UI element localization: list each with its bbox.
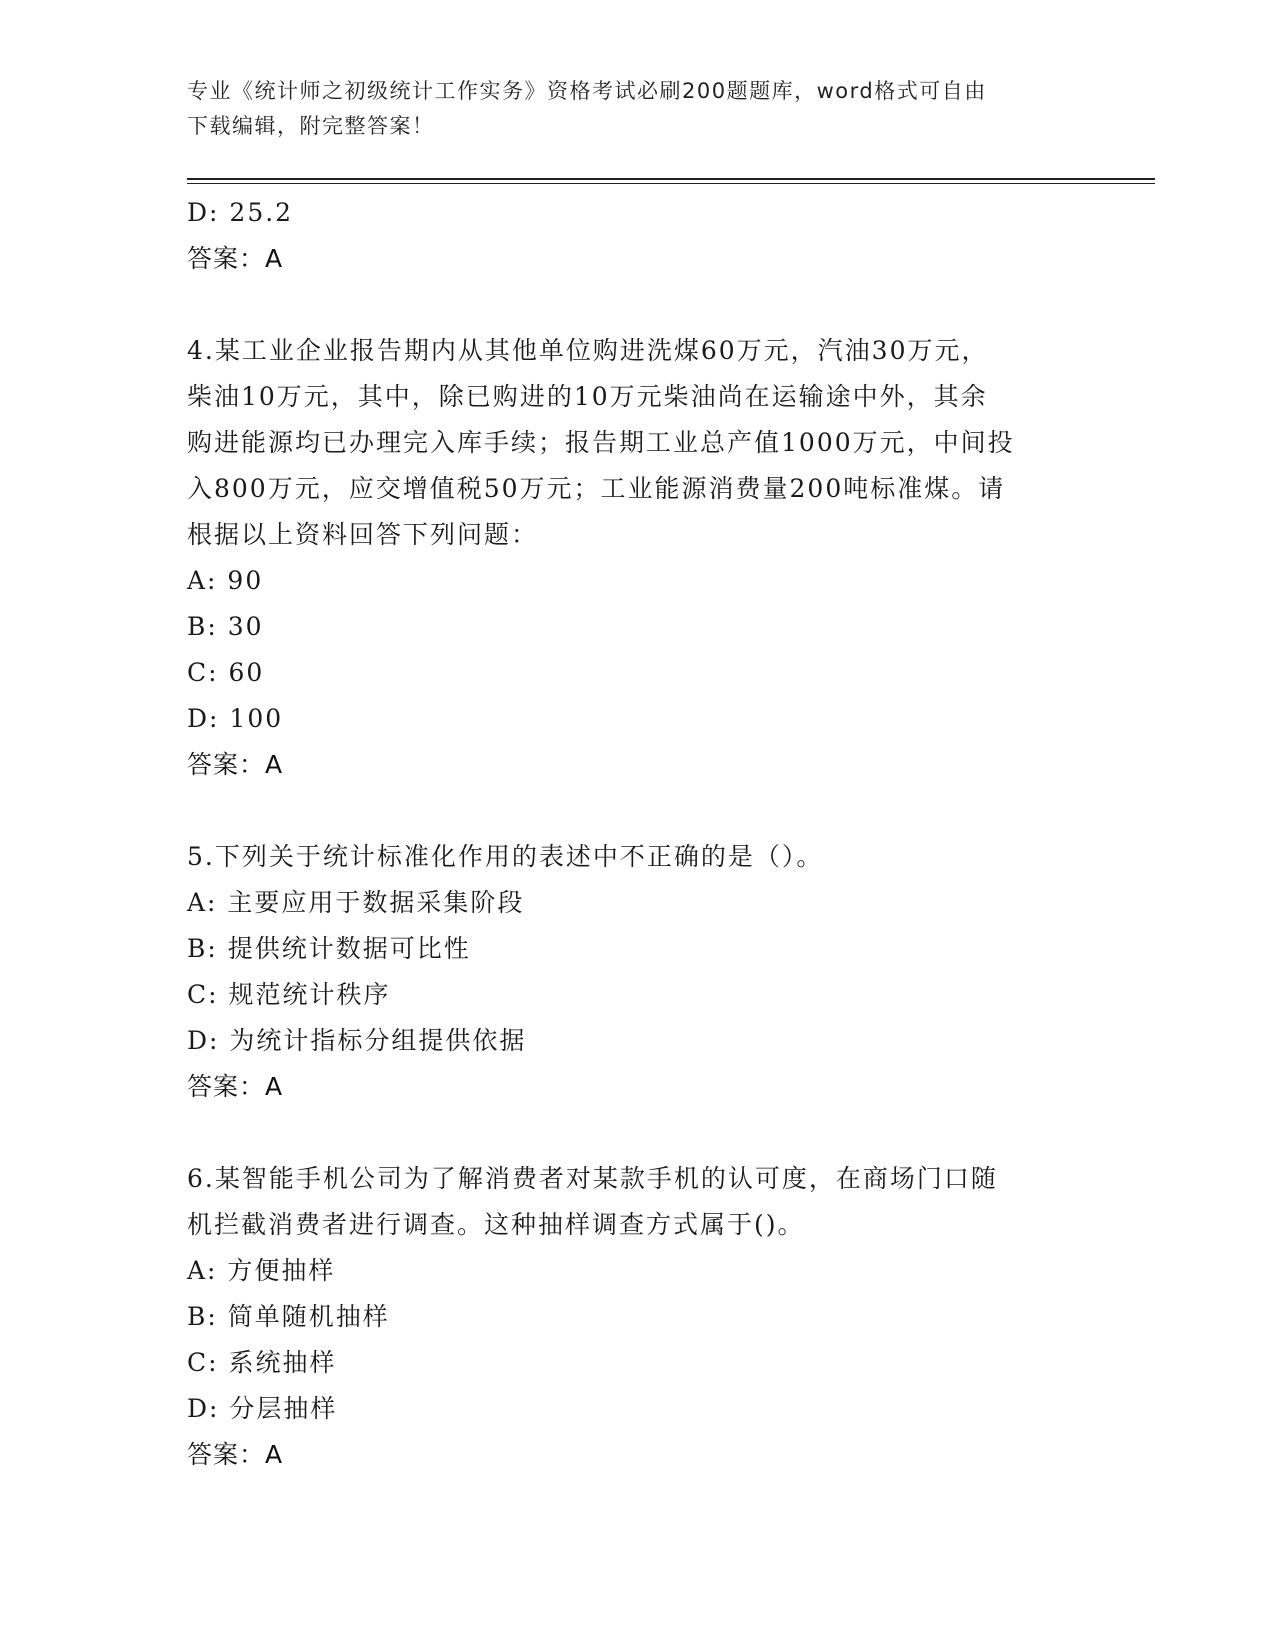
option-c: C: 规范统计秩序 xyxy=(187,980,391,1009)
option-d: D: 为统计指标分组提供依据 xyxy=(187,1026,527,1055)
question-5-stem xyxy=(187,834,1077,880)
option-d: D: 100 xyxy=(187,704,284,733)
question-line: 入800万元，应交增值税50万元；工业能源消费量200吨标准煤。请 xyxy=(187,474,1006,503)
page-header xyxy=(187,74,1087,144)
question-line: 4.某工业企业报告期内从其他单位购进洗煤60万元，汽油30万元， xyxy=(187,336,989,365)
question-line: 根据以上资料回答下列问题： xyxy=(187,520,539,549)
question-6-stem xyxy=(187,1156,1077,1248)
option-b: B: 简单随机抽样 xyxy=(187,1302,390,1331)
header-rule-thick xyxy=(187,178,1155,180)
question-line: 购进能源均已办理完入库手续；报告期工业总产值1000万元，中间投 xyxy=(187,428,1015,457)
answer: 答案：A xyxy=(187,1072,284,1101)
question-line: 6.某智能手机公司为了解消费者对某款手机的认可度，在商场门口随 xyxy=(187,1164,998,1193)
option-b: B: 提供统计数据可比性 xyxy=(187,934,471,963)
question-content xyxy=(187,190,1087,1478)
question-line: 5.下列关于统计标准化作用的表述中不正确的是（）。 xyxy=(187,842,824,871)
answer: 答案：A xyxy=(187,1440,284,1469)
question-6 xyxy=(187,1156,1087,1478)
option-a: A: 90 xyxy=(187,566,264,595)
question-line: 机拦截消费者进行调查。这种抽样调查方式属于()。 xyxy=(187,1210,805,1239)
question-5 xyxy=(187,834,1087,1110)
question-4 xyxy=(187,328,1087,788)
question-line: 柴油10万元，其中，除已购进的10万元柴油尚在运输途中外，其余 xyxy=(187,382,988,411)
option-b: B: 30 xyxy=(187,612,264,641)
header-line-1: 专业《统计师之初级统计工作实务》资格考试必刷200题题库，word格式可自由 xyxy=(187,79,987,103)
question-4-stem xyxy=(187,328,1077,558)
option-c: C: 60 xyxy=(187,658,265,687)
spacer xyxy=(187,282,1087,328)
option-c: C: 系统抽样 xyxy=(187,1348,337,1377)
spacer xyxy=(187,788,1087,834)
header-line-2: 下载编辑，附完整答案！ xyxy=(187,114,435,138)
answer: 答案：A xyxy=(187,750,284,779)
spacer xyxy=(187,1110,1087,1156)
option-a: A: 主要应用于数据采集阶段 xyxy=(187,888,525,917)
prev-option-d: D: 25.2 xyxy=(187,198,294,227)
prev-answer: 答案：A xyxy=(187,244,284,273)
header-rule-thin xyxy=(187,183,1155,184)
option-a: A: 方便抽样 xyxy=(187,1256,336,1285)
option-d: D: 分层抽样 xyxy=(187,1394,338,1423)
